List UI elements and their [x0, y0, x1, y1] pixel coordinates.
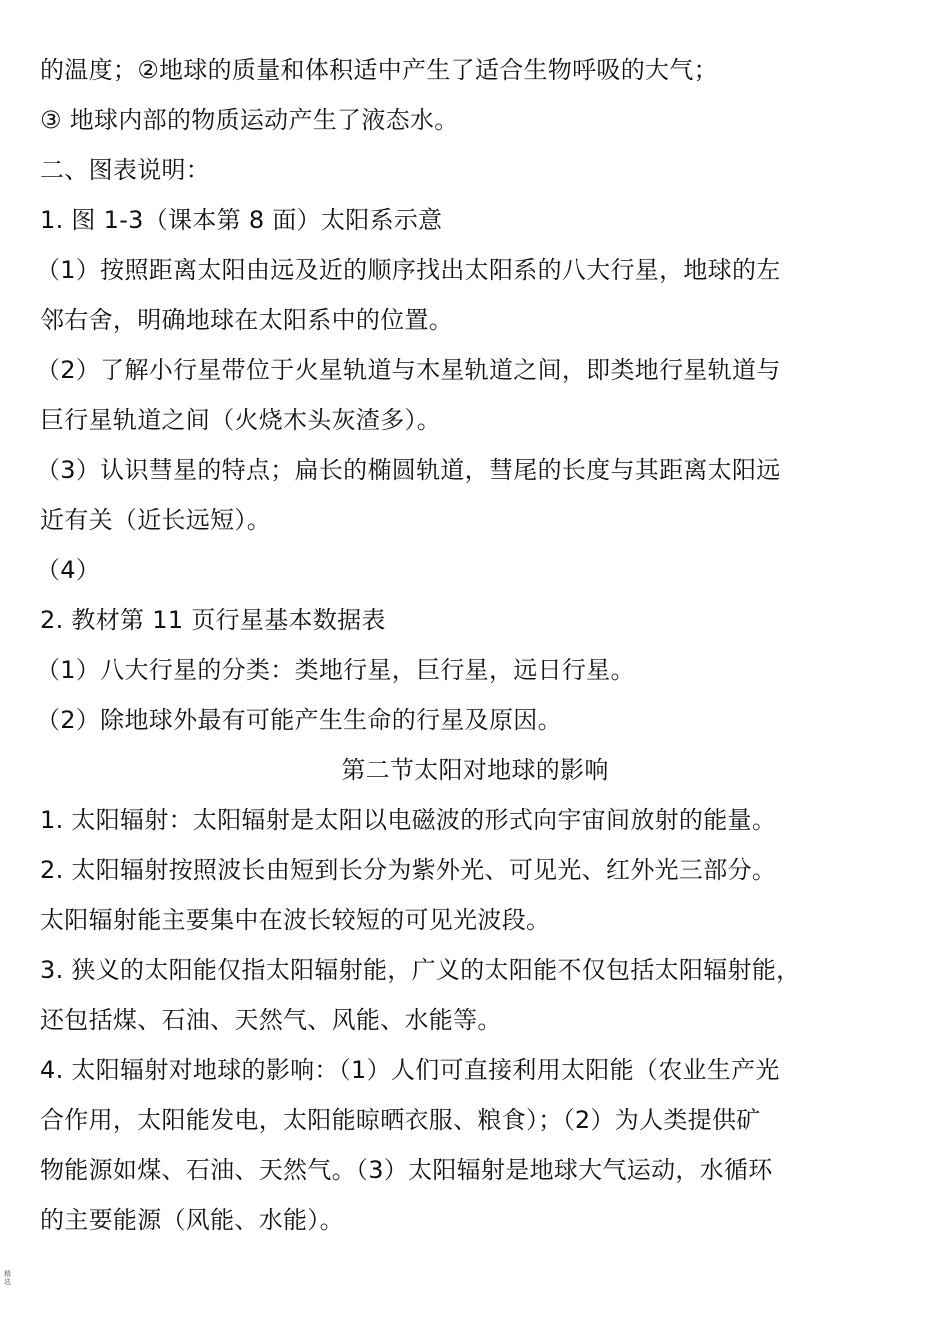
text-line-2: ③ 地球内部的物质运动产生了液态水。: [40, 106, 459, 134]
paragraph-1: 1. 太阳辐射：太阳辐射是太阳以电磁波的形式向宇宙间放射的能量。: [40, 806, 777, 834]
paragraph-3-line-2: 还包括煤、石油、天然气、风能、水能等。: [40, 1006, 502, 1034]
item-1-point-1-line-1: （1）按照距离太阳由远及近的顺序找出太阳系的八大行星，地球的左: [36, 256, 781, 284]
item-1-point-1-line-2: 邻右舍，明确地球在太阳系中的位置。: [40, 306, 454, 334]
paragraph-2-line-2: 太阳辐射能主要集中在波长较短的可见光波段。: [40, 906, 551, 934]
paragraph-4-line-1: 4. 太阳辐射对地球的影响：（1）人们可直接利用太阳能（农业生产光: [40, 1056, 780, 1084]
item-1-heading: 1. 图 1-3（课本第 8 面）太阳系示意: [40, 206, 443, 234]
item-2-heading: 2. 教材第 11 页行星基本数据表: [40, 606, 386, 634]
item-1-point-4: （4）: [36, 556, 101, 584]
paragraph-4-line-4: 的主要能源（风能、水能）。: [40, 1206, 344, 1234]
text-line-1: 的温度；②地球的质量和体积适中产生了适合生物呼吸的大气；: [40, 56, 718, 84]
item-1-point-3-line-1: （3）认识彗星的特点；扁长的椭圆轨道，彗尾的长度与其距离太阳远: [36, 456, 781, 484]
item-2-point-2: （2）除地球外最有可能产生生命的行星及原因。: [36, 706, 562, 734]
section-heading-chart-notes: 二、图表说明：: [40, 156, 211, 184]
paragraph-3-line-1: 3. 狭义的太阳能仅指太阳辐射能，广义的太阳能不仅包括太阳辐射能，: [40, 956, 801, 984]
item-1-point-2-line-1: （2）了解小行星带位于火星轨道与木星轨道之间，即类地行星轨道与: [36, 356, 781, 384]
paragraph-2-line-1: 2. 太阳辐射按照波长由短到长分为紫外光、可见光、红外光三部分。: [40, 856, 777, 884]
paragraph-4-line-3: 物能源如煤、石油、天然气。（3）太阳辐射是地球大气运动，水循环: [40, 1156, 773, 1184]
item-1-point-2-line-2: 巨行星轨道之间（火烧木头灰渣多）。: [40, 406, 442, 434]
item-2-point-1: （1）八大行星的分类：类地行星，巨行星，远日行星。: [36, 656, 635, 684]
item-1-point-3-line-2: 近有关（近长远短）。: [40, 506, 271, 534]
section-title: 第二节太阳对地球的影响: [341, 756, 609, 784]
paragraph-4-line-2: 合作用，太阳能发电，太阳能晾晒衣服、粮食）；（2）为人类提供矿: [40, 1106, 761, 1134]
footer-mark: 精选: [4, 1270, 11, 1286]
